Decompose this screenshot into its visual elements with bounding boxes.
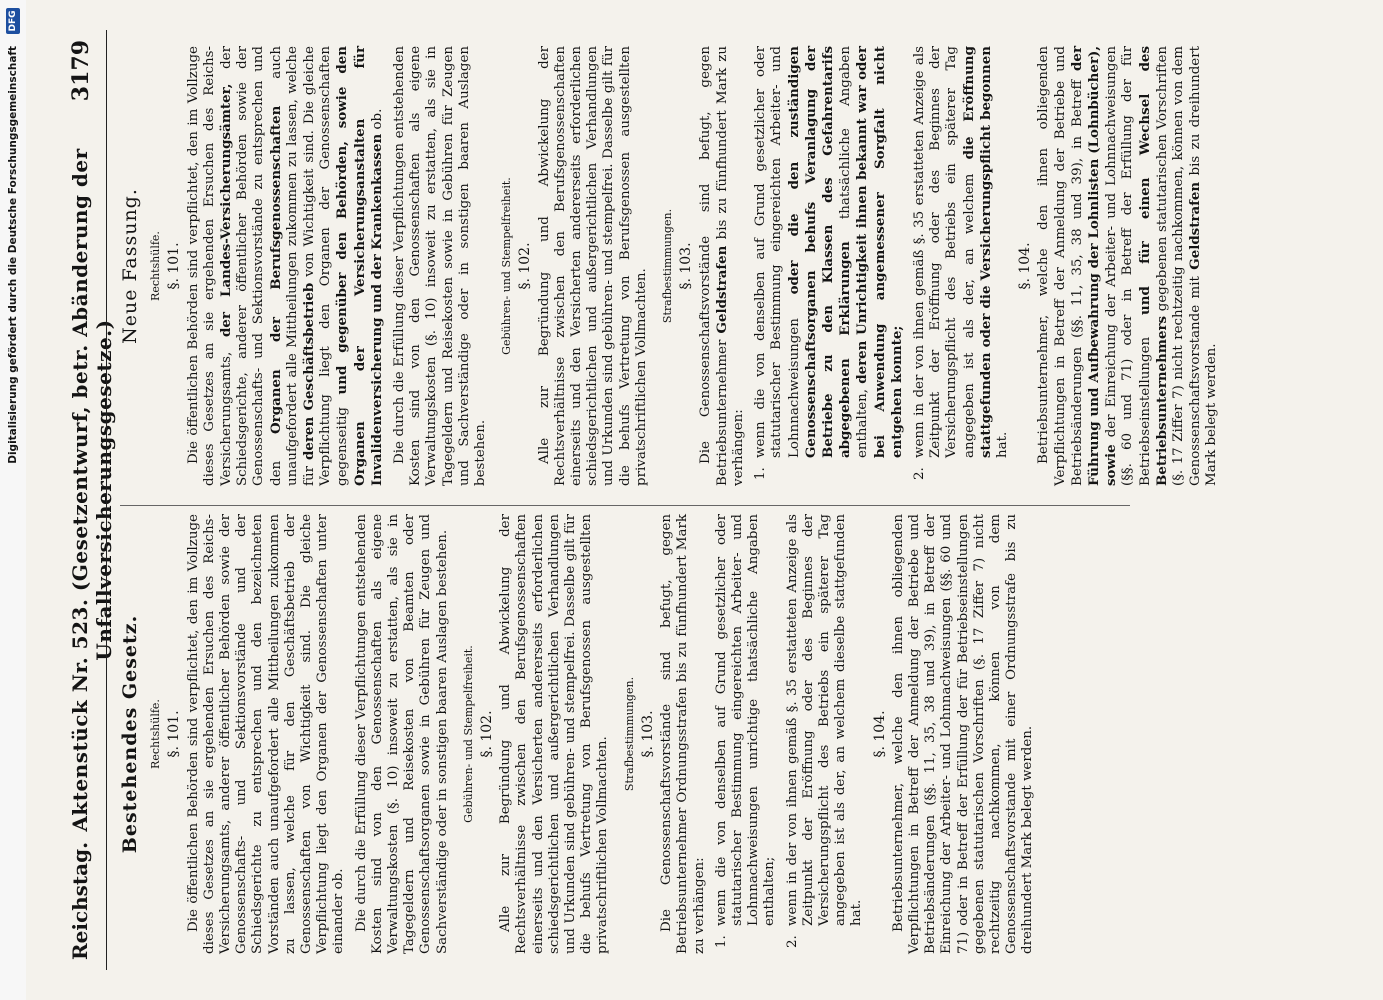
amended-text: Geldstrafen [1187, 181, 1204, 270]
amended-text: der Führung und Aufbewahrung der Lohnlisten (Lohnbücher), sowie [1068, 46, 1120, 486]
item-text: wenn die von denselben auf Grund gesetzlicher oder statutarischer Bestimmung eingereichten Arbeiter- und Lohnnachweisungen unrichtige thatsächliche Angaben enthalten; [713, 514, 778, 926]
list-item [753, 46, 906, 486]
column-title: Neue Fassung. [119, 188, 141, 344]
item-number: 1. [753, 467, 769, 480]
text-run: der Schiedsgerichte, anderer öffentlicher Behörden sowie der Genossenschafts- und Sektionsvorstände zu entsprechen und den [219, 46, 284, 486]
column-divider [120, 505, 1130, 506]
paragraph-number: §. 103. [678, 242, 695, 290]
header-left: Reichstag. [68, 841, 92, 960]
paragraph-text [698, 46, 748, 486]
text-run: auch unaufgefordert alle Mittheilungen zukommen zu lassen, welche für [268, 46, 318, 486]
section-heading: Strafbestimmungen. [622, 676, 636, 792]
text-run: bis zu dreihundert Mark belegt werden. [1188, 45, 1220, 486]
amended-text: oder die den zuständigen Genossenschaftsorganen behufs Veranlagung der Betriebe zu den Klassen des Gefahrentarifs abgegebenen Erklärungen [785, 46, 854, 458]
amended-text: Geldstrafen [713, 245, 730, 334]
item-text: wenn in der von ihnen gemäß §. 35 erstatteten Anzeige als Zeitpunkt der Eröffnung oder des Beginnes der Versicherungspflicht des Betriebs ein späterer Tag angegeben ist als der, an welchem dieselbe stattgefunden hat. [784, 514, 865, 926]
header-title: Aktenstück Nr. 523. (Gesetzentwurf, betr. Abänderung der Unfallversicherungsgesetze.) [68, 148, 116, 832]
amended-text: Organen der Berufsgenossenschaften [267, 105, 284, 434]
text-run: wenn in der von ihnen gemäß §. 35 erstatteten Anzeige als Zeitpunkt der Eröffnung oder des Beginnes der Versicherungspflicht des Betriebs ein späterer Tag angegeben ist als der, an welchem [911, 46, 977, 458]
text-run: thatsächliche Angaben enthalten, [838, 46, 871, 458]
text-run: Betriebsunternehmer, welche den ihnen obliegenden Verpflichtungen in Betreff der Anmeldung der Betriebe und Betriebsänderungen (§§. 11, 35, 38 und 39), in Betreff [1036, 46, 1085, 486]
text-run: ob. [369, 108, 385, 130]
list-item [785, 514, 866, 954]
amended-text: und für einen Wechsel des Betriebsunternehmers [1136, 46, 1170, 486]
item-text [912, 46, 1011, 458]
column-existing-law [118, 514, 1043, 954]
digitization-strip [0, 0, 26, 1000]
list-item [912, 46, 1011, 486]
section-heading: Rechtshülfe. [149, 231, 163, 301]
amended-text: deren Geschäftsbetrieb [301, 282, 318, 461]
section-heading: Gebühren- und Stempelfreiheit. [461, 645, 475, 823]
page-header [60, 40, 116, 960]
list-item [714, 514, 779, 954]
paragraph-text: Alle zur Begründung und Abwickelung der Rechtsverhältnisse zwischen den Berufsgenossenschaften einerseits und den Versicherten andererseits erforderlichen schiedsgerichtlichen und außergerichtlichen Verhandlungen und Urkunden sind gebühren- und stempelfrei. Dasselbe gilt für die behufs Vertretung von Berufsgenossen ausgestellten privatschriftlichen Vollmachten. [536, 46, 649, 486]
page-number: 3179 [68, 40, 94, 102]
paragraph-text [186, 46, 386, 486]
dfg-logo: DFG [6, 8, 20, 34]
paragraph-number: §. 104. [1017, 242, 1034, 290]
column-new-version [118, 46, 1227, 486]
amended-text: der Landes-Versicherungsämter, [218, 83, 235, 338]
digitization-note: Digitalisierung gefördert durch die Deutsche Forschungsgemeinschaft [7, 46, 19, 464]
item-number: 1. [713, 935, 729, 948]
amended-text: und gegenüber den Behörden, sowie den Organen der Versicherungsanstalten für Invalidenversicherung und der Krankenkassen [334, 46, 385, 486]
paragraph-text: Die öffentlichen Behörden sind verpflichtet, den im Vollzuge dieses Gesetzes an sie ergehenden Ersuchen des Reichs-Versicherungsamts, anderer öffentlicher Behörden sowie der Genossenschafts- und Sektionsvorstände und der Schiedsgerichte zu entsprechen und den bezeichneten Vorständen auch unaufgefordert alle Mittheilungen zukommen zu lassen, welche für den Geschäftsbetrieb der Genossenschaften von Wichtigkeit sind. Die gleiche Verpflichtung liegt den Organen der Genossenschaften unter einander ob. [185, 514, 347, 954]
text-run: gegebenen statutarischen Vorschriften (§. 17 Ziffer 7) nicht rechtzeitig nachkommen, können von dem Genossenschaftsvorstande mit [1154, 46, 1204, 486]
text-run: von Wichtigkeit sind. Die gleiche Verpflichtung liegt den Organen der Genossenschaften gegenseitig [302, 46, 351, 486]
column-title: Bestehendes Gesetz. [119, 614, 141, 854]
text-run: der Einreichung der Arbeiter- und Lohnnachweisungen (§§. 60 und 71) oder in Betreff der Erfüllung der für Betriebseinstellungen [1104, 46, 1153, 486]
item-number: 2. [911, 467, 927, 480]
paragraph-number: §. 104. [871, 710, 888, 758]
paragraph-number: §. 102. [479, 710, 496, 758]
paragraph-number: §. 101. [166, 710, 183, 758]
section-heading: Strafbestimmungen. [661, 208, 675, 324]
text-run: hat. [994, 431, 1010, 458]
header-rule [106, 30, 107, 970]
paragraph-text: Die durch die Erfüllung dieser Verpflichtungen entstehenden Kosten sind von den Genossenschaften als eigene Verwaltungskosten (§. 10) insoweit zu erstatten, als sie in Tagegeldern und Reisekosten sowie in Gebühren für Zeugen und Sachverständige oder in sonstigen baaren Auslagen bestehen. [392, 46, 489, 486]
amended-text: deren Unrichtigkeit ihnen bekannt war oder bei Anwendung angemessener Sorgfalt nicht entgehen konnte; [854, 46, 905, 458]
item-text [753, 46, 906, 458]
paragraph-text: Die Genossenschaftsvorstände sind befugt, gegen Betriebsunternehmer Ordnungsstrafen bis zu fünfhundert Mark zu verhängen: [659, 514, 707, 954]
text-run: bis zu fünfhundert Mark zu verhängen: [714, 46, 746, 486]
paragraph-number: §. 101. [166, 242, 183, 290]
section-heading: Rechtshülfe. [149, 699, 163, 769]
text-run: wenn die von denselben auf Grund gesetzlicher oder statutarischer Bestimmung eingereichten Arbeiter- und Lohnnachweisungen [753, 46, 802, 458]
text-run: Die öffentlichen Behörden sind verpflichtet, den im Vollzuge dieses Gesetzes an sie ergehenden Ersuchen des Reichs-Versicherungsamts, [185, 46, 235, 486]
text-run: Die Genossenschaftsvorstände sind befugt, gegen Betriebsunternehmer [697, 46, 730, 486]
paragraph-number: §. 102. [517, 242, 534, 290]
amended-text: die Eröffnung stattgefunden oder die Versicherungspflicht begonnen [960, 46, 994, 458]
section-heading: Gebühren- und Stempelfreiheit. [500, 177, 514, 355]
paragraph-text: Die durch die Erfüllung dieser Verpflichtungen entstehenden Kosten sind von den Genossenschaften als eigene Verwaltungskosten (§. 10) insoweit zu erstatten, als sie in Tagegeldern und Reisekosten von Beamten oder Genossenschaftsorganen sowie in Gebühren für Zeugen und Sachverständige oder in sonstigen baaren Auslagen bestehen. [353, 514, 450, 954]
paragraph-text: Alle zur Begründung und Abwickelung der Rechtsverhältnisse zwischen den Berufsgenossenschaften einerseits und den Versicherten andererseits erforderlichen schiedsgerichtlichen und außergerichtlichen Verhandlungen und Urkunden sind gebühren- und stempelfrei. Dasselbe gilt für die behufs Vertretung von Berufsgenossen ausgestellten privatschriftlichen Vollmachten. [498, 514, 611, 954]
paragraph-number: §. 103. [639, 710, 656, 758]
paragraph-text: Betriebsunternehmer, welche den ihnen obliegenden Verpflichtungen in Betreff der Anmeldung der Betriebe und Betriebsänderungen (§§. 11, 35, 38 und 39), in Betreff der Einreichung der Arbeiter- und Lohnnachweisungen (§§. 60 und 71) oder in Betreff der Erfüllung der für Betriebseinstellungen gegebenen statutarischen Vorschriften (§. 17 Ziffer 7) nicht rechtzeitig nachkommen, können von dem Genossenschaftsvorstande mit einer Ordnungsstrafe bis zu dreihundert Mark belegt werden. [890, 514, 1036, 954]
paragraph-text [1036, 46, 1220, 486]
item-number: 2. [784, 935, 800, 948]
